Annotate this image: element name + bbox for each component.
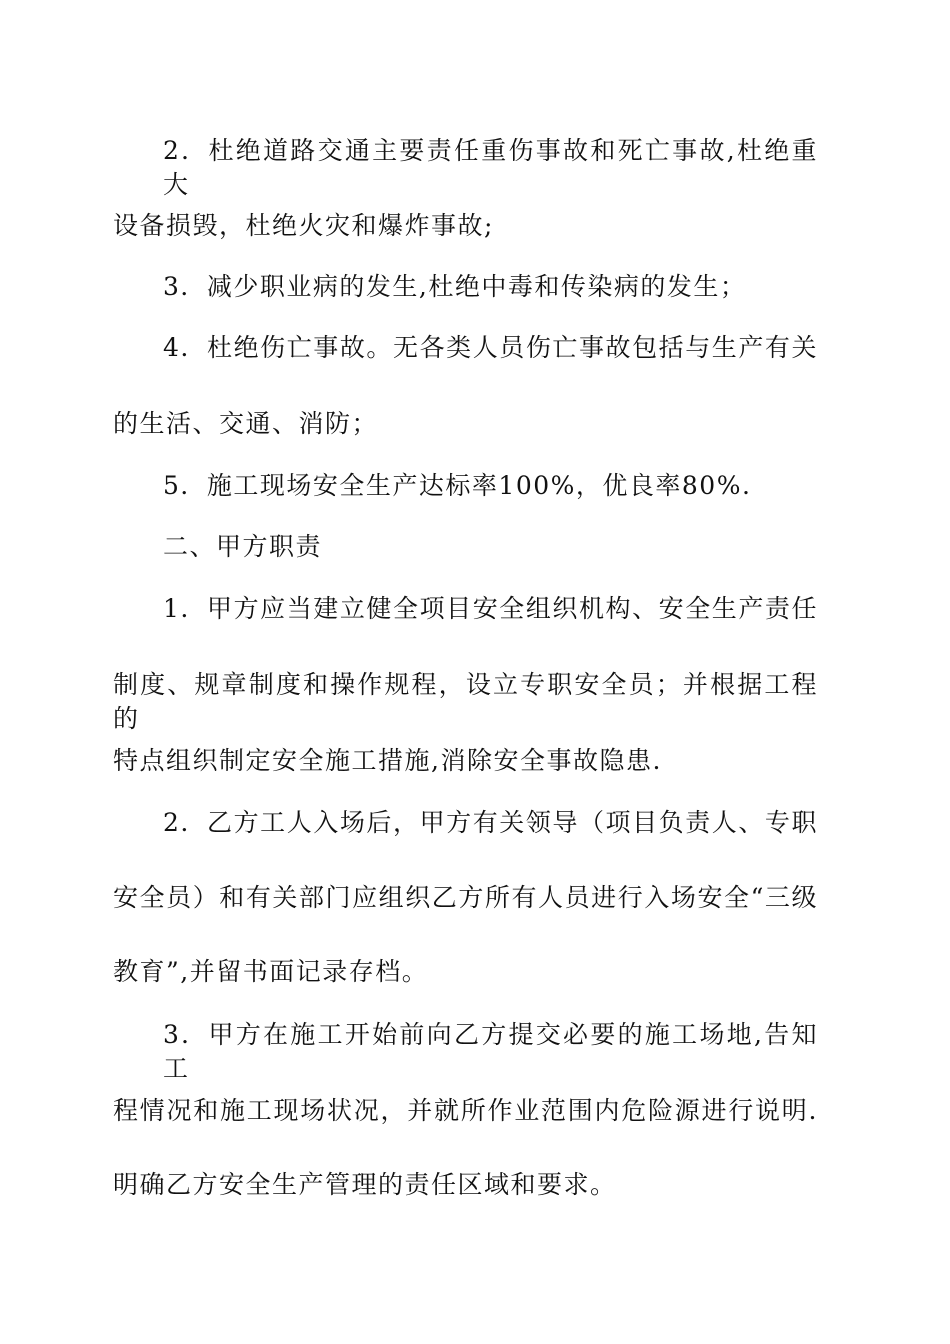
paragraph-line: 2．杜绝道路交通主要责任重伤事故和死亡事故,杜绝重大 xyxy=(163,136,818,199)
paragraph-line: 1．甲方应当建立健全项目安全组织机构、安全生产责任 xyxy=(163,594,818,623)
paragraph-line: 设备损毁，杜绝火灾和爆炸事故; xyxy=(113,211,494,240)
paragraph-line: 教育”,并留书面记录存档。 xyxy=(113,957,429,986)
paragraph-line: 的生活、交通、消防； xyxy=(113,409,379,438)
paragraph-line: 特点组织制定安全施工措施,消除安全事故隐患. xyxy=(113,746,662,775)
paragraph-line: 3．甲方在施工开始前向乙方提交必要的施工场地,告知工 xyxy=(163,1020,818,1083)
paragraph-line: 安全员）和有关部门应组织乙方所有人员进行入场安全“三级 xyxy=(113,883,818,912)
paragraph-line: 3．减少职业病的发生,杜绝中毒和传染病的发生； xyxy=(163,272,747,301)
paragraph-line: 明确乙方安全生产管理的责任区域和要求。 xyxy=(113,1170,617,1199)
paragraph-line: 5．施工现场安全生产达标率100%，优良率80%. xyxy=(163,471,752,500)
paragraph-line: 2．乙方工人入场后，甲方有关领导（项目负责人、专职 xyxy=(163,808,818,837)
paragraph-line: 4．杜绝伤亡事故。无各类人员伤亡事故包括与生产有关 xyxy=(163,333,818,362)
paragraph-line: 制度、规章制度和操作规程，设立专职安全员；并根据工程的 xyxy=(113,670,818,733)
section-heading: 二、甲方职责 xyxy=(163,532,323,561)
paragraph-line: 程情况和施工现场状况，并就所作业范围内危险源进行说明. xyxy=(113,1096,818,1125)
